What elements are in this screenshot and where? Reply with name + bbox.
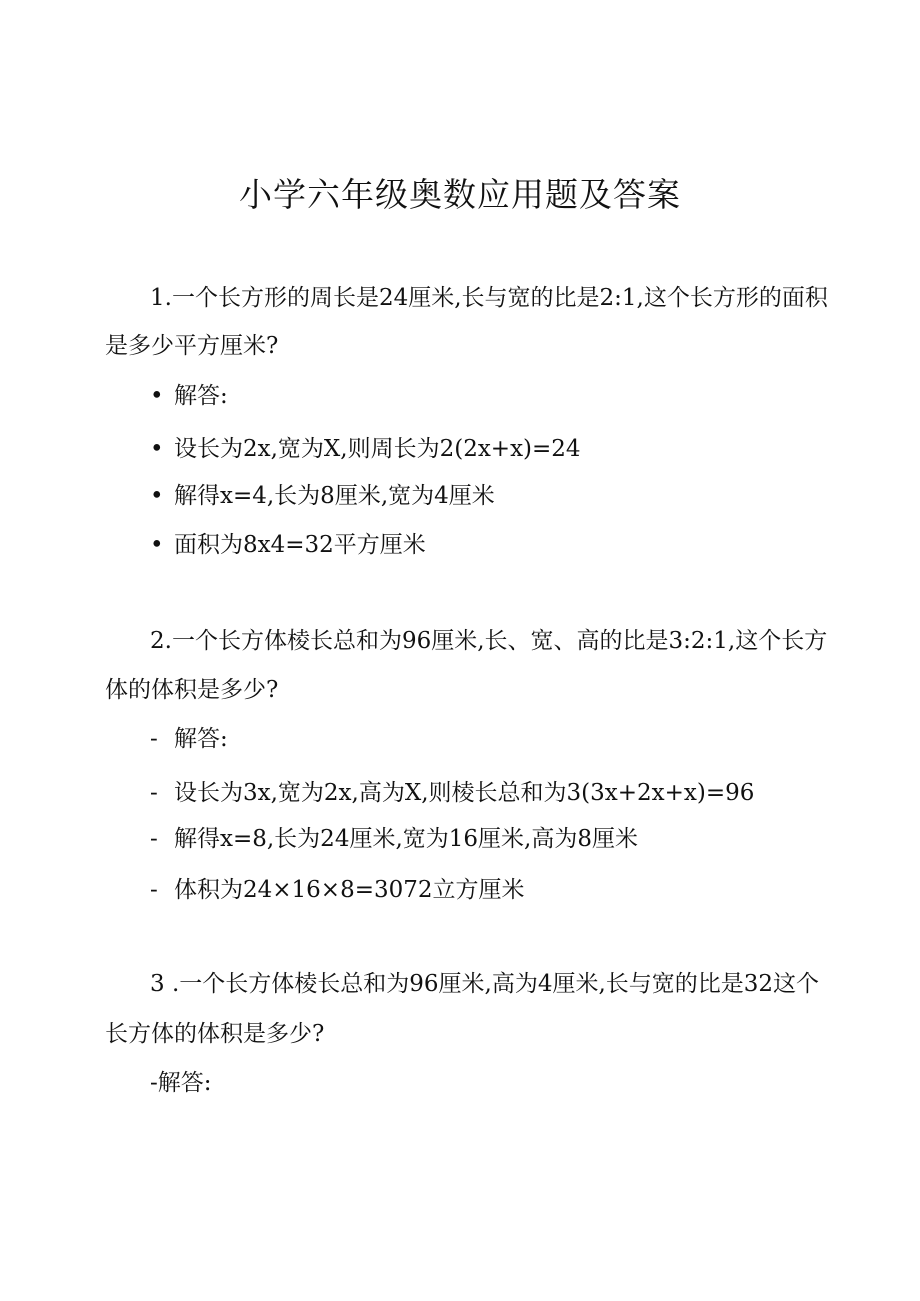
problem-3-answer-label: -解答:	[150, 1070, 212, 1096]
problem-1-step-3: • 面积为8x4=32平方厘米	[150, 528, 426, 562]
problem-1-question-line-2: 是多少平方厘米?	[105, 333, 279, 359]
bullet-marker: •	[150, 483, 164, 509]
dash-marker: -	[150, 826, 158, 852]
problem-1-question-line-1: 1.一个长方形的周长是24厘米,长与宽的比是2:1,这个长方形的面积	[150, 285, 828, 311]
problem-2-step-1: - 设长为3x,宽为2x,高为X,则棱长总和为3(3x+2x+x)=96	[150, 776, 754, 810]
problem-2-question-line-1: 2.一个长方体棱长总和为96厘米,长、宽、高的比是3:2:1,这个长方	[150, 628, 828, 654]
problem-3-question-line-2: 长方体的体积是多少?	[105, 1021, 325, 1047]
problem-1-step-2: • 解得x=4,长为8厘米,宽为4厘米	[150, 479, 495, 513]
document-title: 小学六年级奥数应用题及答案	[239, 175, 681, 214]
dash-marker: -	[150, 877, 158, 903]
bullet-marker: •	[150, 383, 164, 409]
problem-2-step-3: - 体积为24×16×8=3072立方厘米	[150, 873, 525, 907]
problem-2-answer-label: - 解答:	[150, 722, 228, 756]
dash-marker: -	[150, 780, 158, 806]
problem-1-answer-label: • 解答:	[150, 379, 228, 413]
problem-2-step-2: - 解得x=8,长为24厘米,宽为16厘米,高为8厘米	[150, 822, 638, 856]
dash-marker: -	[150, 726, 158, 752]
problem-2-question-line-2: 体的体积是多少?	[105, 677, 279, 703]
problem-3-question-line-1: 3 .一个长方体棱长总和为96厘米,高为4厘米,长与宽的比是32这个	[150, 971, 820, 997]
bullet-marker: •	[150, 436, 164, 462]
bullet-marker: •	[150, 532, 164, 558]
problem-1-step-1: • 设长为2x,宽为X,则周长为2(2x+x)=24	[150, 432, 581, 466]
